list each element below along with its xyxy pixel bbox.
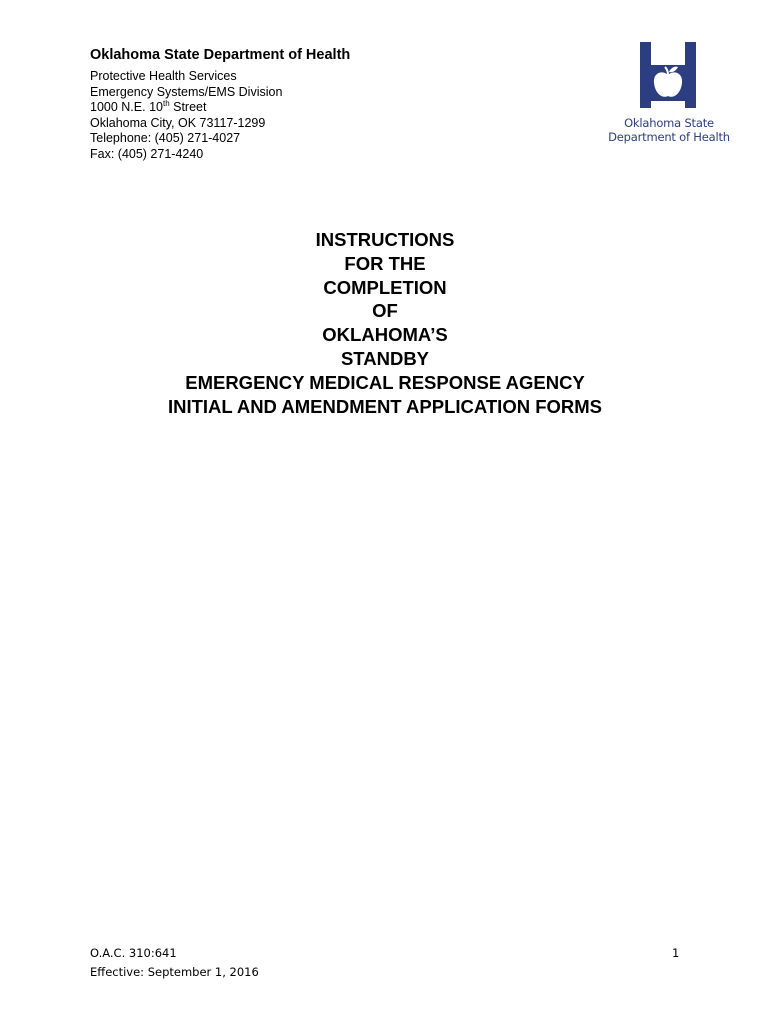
street-number: 1000 N.E. 10 [90,100,163,114]
organization-name: Oklahoma State Department of Health [90,47,351,63]
city-line: Oklahoma City, OK 73117-1299 [90,115,266,130]
street-ordinal: th [162,99,170,108]
title-line-3: COMPLETION [323,276,447,298]
title-line-8: INITIAL AND AMENDMENT APPLICATION FORMS [167,395,603,417]
title-line-5: OKLAHOMA’S [322,324,448,346]
page-number: 1 [672,946,680,960]
title-line-4: OF [372,300,398,322]
division-line: Emergency Systems/EMS Division [90,84,283,99]
letterhead [90,46,510,162]
osdh-h-apple-logo-icon [640,42,696,108]
title-line-6: STANDBY [340,347,430,369]
regulation-reference: O.A.C. 310:641 [90,946,177,960]
fax-line: Fax: (405) 271-4240 [90,146,204,161]
street-name: Street [169,100,207,114]
effective-date: Effective: September 1, 2016 [90,965,259,979]
telephone-line: Telephone: (405) 271-4027 [90,131,241,145]
title-line-1: INSTRUCTIONS [315,229,455,250]
service-line: Protective Health Services [90,69,237,83]
logo-text-line1: Oklahoma State [624,116,714,130]
logo-wordmark [606,116,732,144]
title-line-7: EMERGENCY MEDICAL RESPONSE AGENCY [185,371,585,393]
logo-text-line2: Department of Health [608,130,730,144]
page-footer [90,944,259,982]
document-title [0,228,770,418]
title-line-2: FOR THE [344,252,426,274]
osdh-logo [606,40,732,152]
street-address [90,100,510,116]
